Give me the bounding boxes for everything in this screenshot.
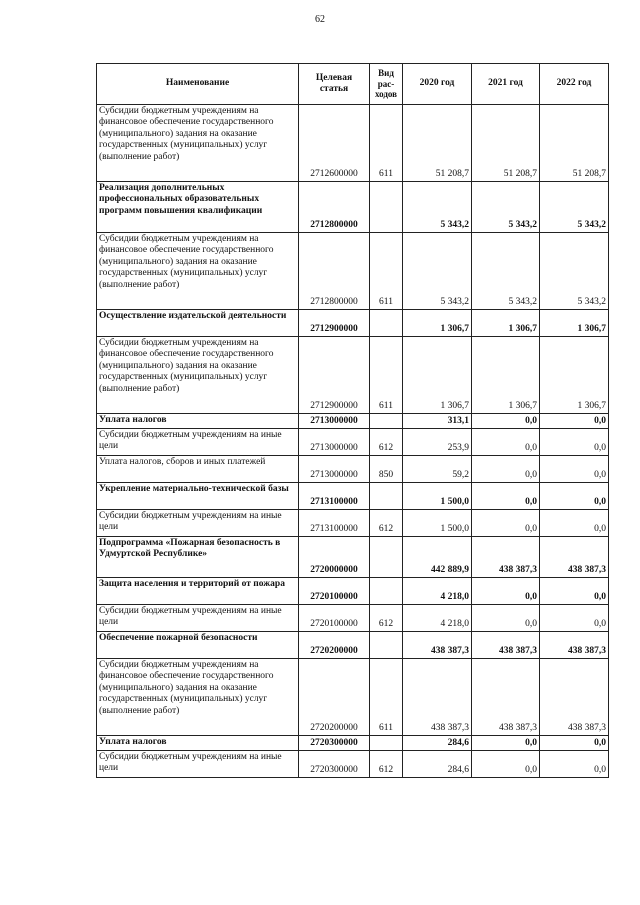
row-2021: 0,0 bbox=[472, 510, 540, 537]
row-code: 2720300000 bbox=[299, 751, 370, 778]
row-2020: 1 306,7 bbox=[403, 310, 472, 337]
table-row bbox=[97, 429, 609, 456]
row-2022: 0,0 bbox=[540, 429, 609, 456]
row-name: Субсидии бюджетным учреждениям на финансовое обеспечение государственного (муниципального) задания на оказание государственных (муниципальных) услуг (выполнение работ) bbox=[97, 659, 299, 736]
table-row bbox=[97, 456, 609, 483]
row-2020: 5 343,2 bbox=[403, 233, 472, 310]
row-type: 612 bbox=[370, 510, 403, 537]
row-2022: 438 387,3 bbox=[540, 659, 609, 736]
page-number: 62 bbox=[315, 14, 325, 25]
row-2021: 0,0 bbox=[472, 736, 540, 751]
row-name: Субсидии бюджетным учреждениям на финансовое обеспечение государственного (муниципального) задания на оказание государственных (муниципальных) услуг (выполнение работ) bbox=[97, 105, 299, 182]
row-2020: 284,6 bbox=[403, 751, 472, 778]
row-2022: 0,0 bbox=[540, 510, 609, 537]
row-2022: 1 306,7 bbox=[540, 310, 609, 337]
table-row bbox=[97, 736, 609, 751]
row-type: 612 bbox=[370, 429, 403, 456]
row-type bbox=[370, 182, 403, 233]
row-2022: 51 208,7 bbox=[540, 105, 609, 182]
row-2020: 253,9 bbox=[403, 429, 472, 456]
row-2020: 442 889,9 bbox=[403, 537, 472, 578]
table-row bbox=[97, 578, 609, 605]
row-name: Субсидии бюджетным учреждениям на иные цели bbox=[97, 429, 299, 456]
header-2022: 2022 год bbox=[540, 64, 609, 105]
row-2022: 0,0 bbox=[540, 456, 609, 483]
row-2021: 438 387,3 bbox=[472, 659, 540, 736]
row-code: 2712800000 bbox=[299, 182, 370, 233]
row-name: Субсидии бюджетным учреждениям на финансовое обеспечение государственного (муниципального) задания на оказание государственных (муниципальных) услуг (выполнение работ) bbox=[97, 337, 299, 414]
table-row bbox=[97, 105, 609, 182]
row-type bbox=[370, 578, 403, 605]
row-2020: 5 343,2 bbox=[403, 182, 472, 233]
row-2022: 0,0 bbox=[540, 736, 609, 751]
header-expense-type: Вид рас- ходов bbox=[370, 64, 403, 105]
row-code: 2720300000 bbox=[299, 736, 370, 751]
row-type bbox=[370, 736, 403, 751]
row-2022: 5 343,2 bbox=[540, 233, 609, 310]
header-target-article: Целевая статья bbox=[299, 64, 370, 105]
row-name: Обеспечение пожарной безопасности bbox=[97, 632, 299, 659]
row-type: 850 bbox=[370, 456, 403, 483]
row-2021: 0,0 bbox=[472, 456, 540, 483]
row-2021: 5 343,2 bbox=[472, 233, 540, 310]
header-name: Наименование bbox=[97, 64, 299, 105]
row-name: Субсидии бюджетным учреждениям на финансовое обеспечение государственного (муниципального) задания на оказание государственных (муниципальных) услуг (выполнение работ) bbox=[97, 233, 299, 310]
row-2021: 1 306,7 bbox=[472, 337, 540, 414]
row-name: Подпрограмма «Пожарная безопасность в Удмуртской Республике» bbox=[97, 537, 299, 578]
row-type bbox=[370, 310, 403, 337]
row-2020: 4 218,0 bbox=[403, 578, 472, 605]
table-header-row bbox=[97, 64, 609, 105]
row-2022: 1 306,7 bbox=[540, 337, 609, 414]
table-row bbox=[97, 310, 609, 337]
row-code: 2713000000 bbox=[299, 414, 370, 429]
row-code: 2720200000 bbox=[299, 632, 370, 659]
row-code: 2712800000 bbox=[299, 233, 370, 310]
table-row bbox=[97, 537, 609, 578]
table-row bbox=[97, 182, 609, 233]
row-type: 611 bbox=[370, 659, 403, 736]
row-code: 2720000000 bbox=[299, 537, 370, 578]
row-2022: 0,0 bbox=[540, 578, 609, 605]
row-2022: 0,0 bbox=[540, 605, 609, 632]
row-2021: 0,0 bbox=[472, 605, 540, 632]
table-row bbox=[97, 751, 609, 778]
row-name: Осуществление издательской деятельности bbox=[97, 310, 299, 337]
row-code: 2712600000 bbox=[299, 105, 370, 182]
row-2021: 1 306,7 bbox=[472, 310, 540, 337]
row-code: 2720200000 bbox=[299, 659, 370, 736]
row-2022: 5 343,2 bbox=[540, 182, 609, 233]
row-2020: 1 500,0 bbox=[403, 483, 472, 510]
row-2020: 438 387,3 bbox=[403, 632, 472, 659]
row-code: 2713000000 bbox=[299, 429, 370, 456]
row-2021: 51 208,7 bbox=[472, 105, 540, 182]
row-code: 2712900000 bbox=[299, 310, 370, 337]
row-2021: 5 343,2 bbox=[472, 182, 540, 233]
row-code: 2720100000 bbox=[299, 605, 370, 632]
row-2020: 59,2 bbox=[403, 456, 472, 483]
row-name: Уплата налогов, сборов и иных платежей bbox=[97, 456, 299, 483]
row-name: Защита населения и территорий от пожара bbox=[97, 578, 299, 605]
row-type: 612 bbox=[370, 605, 403, 632]
row-2021: 0,0 bbox=[472, 578, 540, 605]
row-type: 611 bbox=[370, 105, 403, 182]
row-type bbox=[370, 483, 403, 510]
row-2022: 0,0 bbox=[540, 414, 609, 429]
table-row bbox=[97, 483, 609, 510]
table-row bbox=[97, 659, 609, 736]
table-row bbox=[97, 233, 609, 310]
row-code: 2720100000 bbox=[299, 578, 370, 605]
row-2021: 0,0 bbox=[472, 414, 540, 429]
row-2021: 0,0 bbox=[472, 751, 540, 778]
row-2021: 0,0 bbox=[472, 483, 540, 510]
table-row bbox=[97, 414, 609, 429]
row-2020: 1 500,0 bbox=[403, 510, 472, 537]
header-2021: 2021 год bbox=[472, 64, 540, 105]
row-name: Уплата налогов bbox=[97, 736, 299, 751]
row-2020: 284,6 bbox=[403, 736, 472, 751]
row-2020: 4 218,0 bbox=[403, 605, 472, 632]
row-2022: 438 387,3 bbox=[540, 632, 609, 659]
row-2020: 313,1 bbox=[403, 414, 472, 429]
table-row bbox=[97, 632, 609, 659]
row-code: 2713000000 bbox=[299, 456, 370, 483]
row-name: Субсидии бюджетным учреждениям на иные цели bbox=[97, 605, 299, 632]
row-2020: 1 306,7 bbox=[403, 337, 472, 414]
row-name: Уплата налогов bbox=[97, 414, 299, 429]
budget-table bbox=[96, 63, 609, 778]
row-2021: 438 387,3 bbox=[472, 537, 540, 578]
row-code: 2713100000 bbox=[299, 510, 370, 537]
row-2021: 0,0 bbox=[472, 429, 540, 456]
row-2022: 438 387,3 bbox=[540, 537, 609, 578]
table-row bbox=[97, 605, 609, 632]
row-type bbox=[370, 632, 403, 659]
row-code: 2712900000 bbox=[299, 337, 370, 414]
row-2022: 0,0 bbox=[540, 483, 609, 510]
row-type bbox=[370, 537, 403, 578]
row-2020: 51 208,7 bbox=[403, 105, 472, 182]
row-type: 611 bbox=[370, 337, 403, 414]
row-name: Реализация дополнительных профессиональных образовательных программ повышения квалификации bbox=[97, 182, 299, 233]
row-2020: 438 387,3 bbox=[403, 659, 472, 736]
row-2022: 0,0 bbox=[540, 751, 609, 778]
row-type: 611 bbox=[370, 233, 403, 310]
table-row bbox=[97, 337, 609, 414]
row-name: Субсидии бюджетным учреждениям на иные цели bbox=[97, 510, 299, 537]
row-name: Субсидии бюджетным учреждениям на иные цели bbox=[97, 751, 299, 778]
row-type: 612 bbox=[370, 751, 403, 778]
row-type bbox=[370, 414, 403, 429]
header-2020: 2020 год bbox=[403, 64, 472, 105]
row-2021: 438 387,3 bbox=[472, 632, 540, 659]
row-name: Укрепление материально-технической базы bbox=[97, 483, 299, 510]
table-row bbox=[97, 510, 609, 537]
row-code: 2713100000 bbox=[299, 483, 370, 510]
